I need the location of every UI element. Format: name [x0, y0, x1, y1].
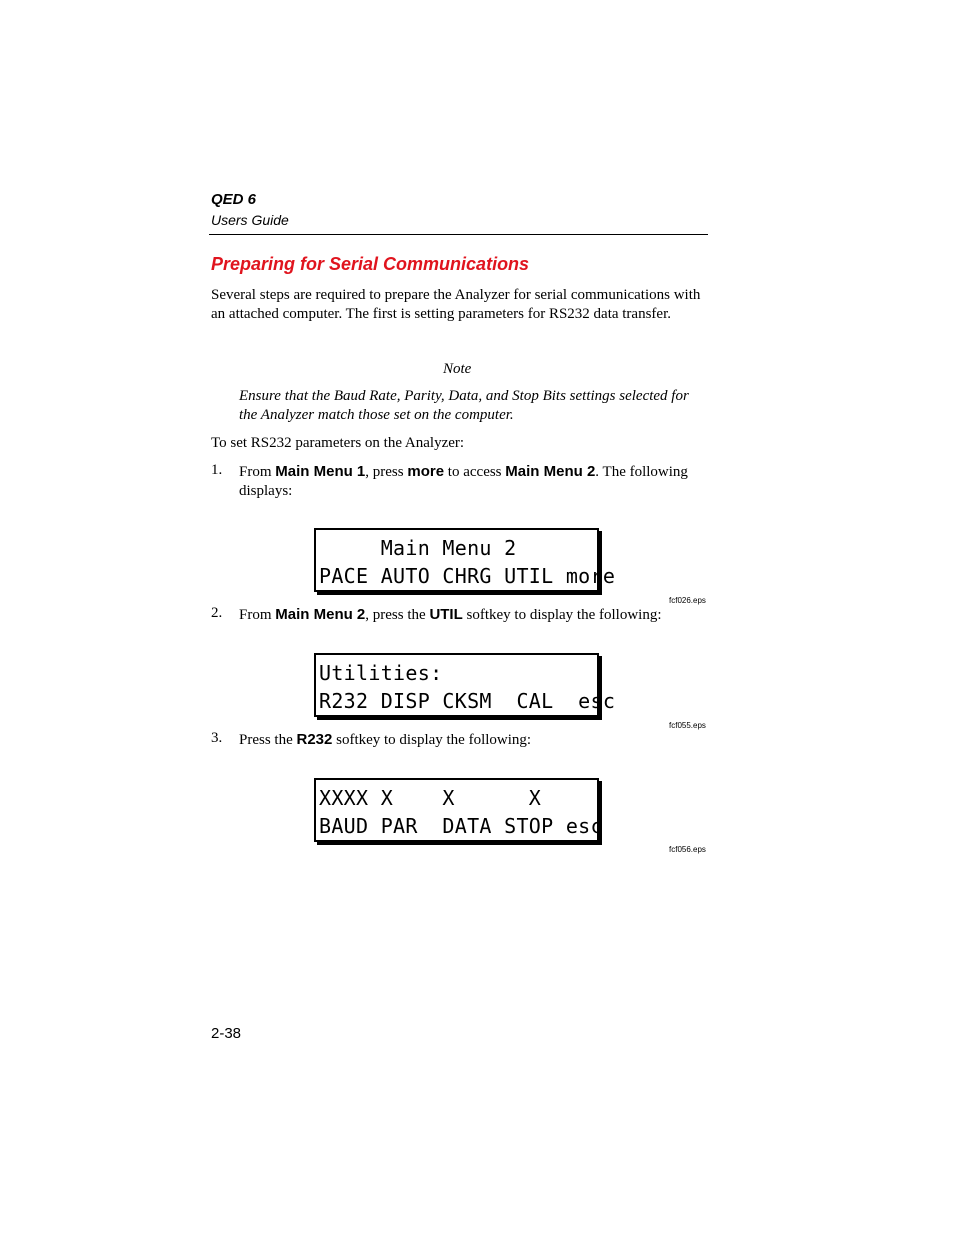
step-text: Press the R232 softkey to display the following:	[239, 731, 532, 748]
procedure-intro: To set RS232 parameters on the Analyzer:	[211, 435, 465, 451]
lcd-line-1: Utilities:	[319, 661, 443, 685]
running-header-title: QED 6	[211, 191, 257, 208]
lcd-line-1: XXXX X X X	[319, 786, 542, 810]
page-number: 2-38	[211, 1025, 242, 1042]
step-text: From Main Menu 1, press more to access Main Menu 2. The following displays:	[239, 463, 688, 499]
section-title: Preparing for Serial Communications	[211, 254, 530, 274]
step-text: From Main Menu 2, press the UTIL softkey to display the following:	[239, 606, 662, 623]
figure-id: fcf055.eps	[669, 721, 706, 730]
step-number: 3.	[211, 730, 223, 746]
lcd-line-2: BAUD PAR DATA STOP esc	[319, 814, 603, 838]
lcd-display-utilities	[314, 653, 616, 717]
note-label: Note	[443, 361, 472, 377]
figure-id: fcf056.eps	[669, 845, 706, 854]
lcd-line-2: PACE AUTO CHRG UTIL more	[319, 564, 616, 588]
lcd-line-1: Main Menu 2	[319, 536, 517, 560]
lcd-display-main-menu-2	[314, 528, 616, 592]
step-number: 1.	[211, 462, 223, 478]
step-number: 2.	[211, 605, 223, 621]
header-rule	[209, 234, 708, 235]
lcd-display-r232	[314, 778, 603, 842]
figure-id: fcf026.eps	[669, 596, 706, 605]
running-header-subtitle: Users Guide	[211, 212, 289, 228]
lcd-line-2: R232 DISP CKSM CAL esc	[319, 689, 616, 713]
note-body: Ensure that the Baud Rate, Parity, Data, and Stop Bits settings selected for the Analyzer match those set on the computer.	[239, 388, 689, 423]
intro-paragraph: Several steps are required to prepare the Analyzer for serial communications with an attached computer. The first is setting parameters for RS232 data transfer.	[211, 287, 701, 322]
